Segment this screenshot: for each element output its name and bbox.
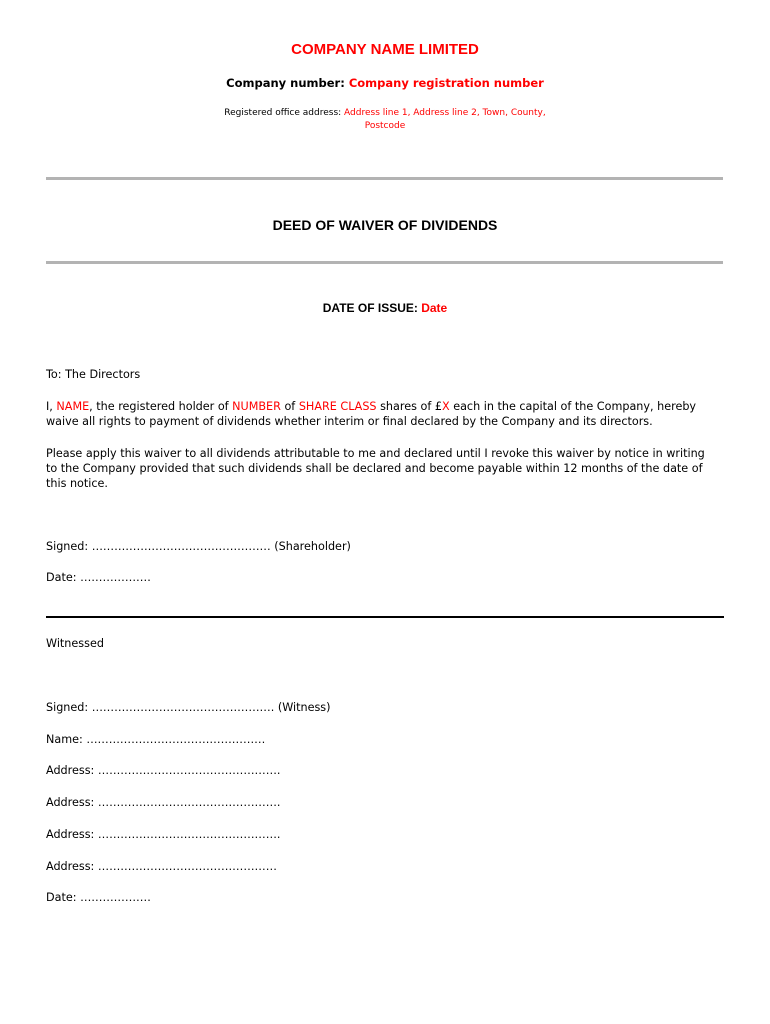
witnessed-heading: Witnessed [46,637,104,650]
share-value: X [441,400,450,413]
shareholder-date-line: Date: ………………. [46,571,151,584]
registered-office-address [200,107,570,133]
shareholder-signed-line: Signed: ………………………………………… (Shareholder) [46,540,351,553]
share-number: NUMBER [232,400,281,413]
waiver-text-4: shares of £ [376,400,442,413]
witness-address-line-4: Address: ………………………………………… [46,860,277,873]
waiver-text-3: of [280,400,299,413]
divider-title [46,261,723,264]
office-value-line1: Address line 1, Address line 2, Town, County, [344,108,546,118]
share-class: SHARE CLASS [298,400,377,413]
deed-title: DEED OF WAIVER OF DIVIDENDS [272,217,498,233]
office-value-line2: Postcode [364,121,406,131]
divider-witness [46,616,724,618]
waiver-paragraph [46,399,726,429]
waiver-text-2: , the registered holder of [89,400,233,413]
apply-line-3: this notice. [46,477,108,490]
apply-line-2: to the Company provided that such dividends shall be declared and become payable within 12 months of the date of [46,462,703,475]
date-of-issue-value: Date [421,301,448,315]
waiver-text-5: each in the capital of the Company, hereby [449,400,697,413]
witness-signed-line: Signed: …………………………………………. (Witness) [46,701,331,714]
company-name: COMPANY NAME LIMITED [291,41,479,58]
date-of-issue [0,301,770,315]
witness-date-line: Date: ………………. [46,891,151,904]
witness-address-line-3: Address: …………………………………………. [46,828,281,841]
divider-top [46,177,723,180]
apply-paragraph [46,446,726,491]
waiver-text-1: I, [46,400,57,413]
witness-address-line-2: Address: …………………………………………. [46,796,281,809]
witness-name-line: Name: ………………………………………… [46,733,266,746]
company-number-line [0,76,770,90]
company-number-label: Company number: [226,76,345,90]
office-label: Registered office address: [224,108,342,118]
witness-address-line-1: Address: …………………………………………. [46,764,281,777]
apply-line-1: Please apply this waiver to all dividends attributable to me and declared until I revoke this waiver by notice in writing [46,447,705,460]
waiver-text-line2: waive all rights to payment of dividends whether interim or final declared by the Company and its directors. [46,415,653,428]
holder-name: NAME [56,400,90,413]
company-number-value: Company registration number [348,76,544,90]
to-line: To: The Directors [46,368,141,381]
date-of-issue-label: DATE OF ISSUE: [322,301,418,315]
